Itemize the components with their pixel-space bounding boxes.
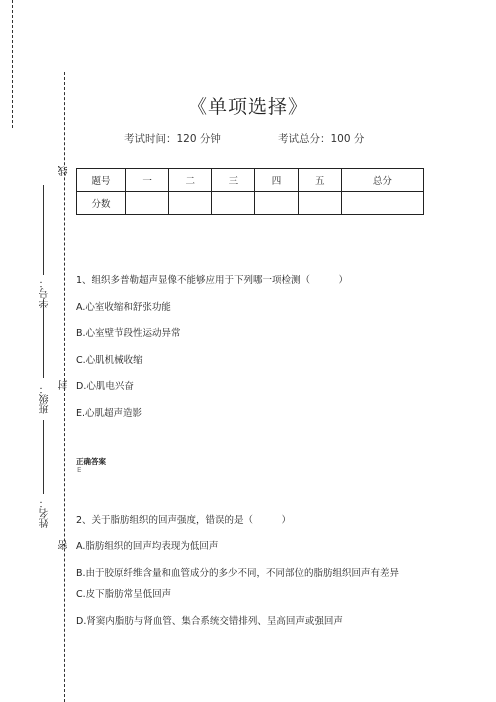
question-stem: 1、组织多普勒超声显像不能够应用于下列哪一项检测（ ） bbox=[76, 275, 349, 286]
question-stem: 2、关于脂肪组织的回声强度，错误的是（ ） bbox=[76, 515, 292, 526]
name-label: 姓名： bbox=[40, 498, 51, 528]
name-underline[interactable] bbox=[43, 420, 44, 494]
exam-time: 考试时间：120 分钟 bbox=[124, 133, 221, 145]
header-cell: 一 bbox=[126, 169, 169, 192]
correct-answer-label: 正确答案 bbox=[76, 457, 106, 466]
score-cell[interactable] bbox=[298, 192, 341, 215]
answer-option[interactable]: C.皮下脂肪常呈低回声 bbox=[76, 589, 172, 600]
answer-option[interactable]: A.心室收缩和舒张功能 bbox=[76, 302, 171, 313]
header-cell: 二 bbox=[169, 169, 212, 192]
score-cell[interactable] bbox=[255, 192, 298, 215]
class-label: 班级： bbox=[40, 384, 51, 414]
header-cell: 总分 bbox=[341, 169, 423, 192]
binding-mark-seal: 封 bbox=[59, 380, 70, 390]
score-cell[interactable] bbox=[126, 192, 169, 215]
answer-option[interactable]: E.心肌超声造影 bbox=[76, 408, 143, 419]
student-id-underline[interactable] bbox=[43, 185, 44, 275]
binding-mark-line: 线 bbox=[59, 166, 70, 176]
answer-option[interactable]: C.心肌机械收缩 bbox=[76, 355, 143, 366]
score-table bbox=[76, 168, 424, 215]
score-table-header-row bbox=[77, 169, 424, 192]
correct-answer-value: E bbox=[77, 466, 82, 474]
answer-option[interactable]: B.由于胶原纤维含量和血管成分的多少不同，不同部位的脂肪组织回声有差异 bbox=[76, 568, 400, 579]
exam-total-score: 考试总分：100 分 bbox=[278, 133, 365, 145]
answer-option[interactable]: D.心肌电兴奋 bbox=[76, 381, 134, 392]
header-cell: 题号 bbox=[77, 169, 126, 192]
score-cell[interactable] bbox=[169, 192, 212, 215]
header-cell: 五 bbox=[298, 169, 341, 192]
binding-mark-secret: 密 bbox=[59, 540, 70, 550]
row-label-cell: 分数 bbox=[77, 192, 126, 215]
score-table-score-row bbox=[77, 192, 424, 215]
score-cell[interactable] bbox=[341, 192, 423, 215]
answer-option[interactable]: A.脂肪组织的回声均表现为低回声 bbox=[76, 541, 219, 552]
class-underline[interactable] bbox=[43, 300, 44, 378]
header-cell: 三 bbox=[212, 169, 255, 192]
header-cell: 四 bbox=[255, 169, 298, 192]
score-cell[interactable] bbox=[212, 192, 255, 215]
student-id-label: 学号： bbox=[40, 278, 51, 308]
answer-option[interactable]: B.心室壁节段性运动异常 bbox=[76, 328, 181, 339]
exam-title: 《单项选择》 bbox=[187, 96, 308, 118]
answer-option[interactable]: D.肾窦内脂肪与肾血管、集合系统交错排列、呈高回声或强回声 bbox=[76, 616, 343, 627]
